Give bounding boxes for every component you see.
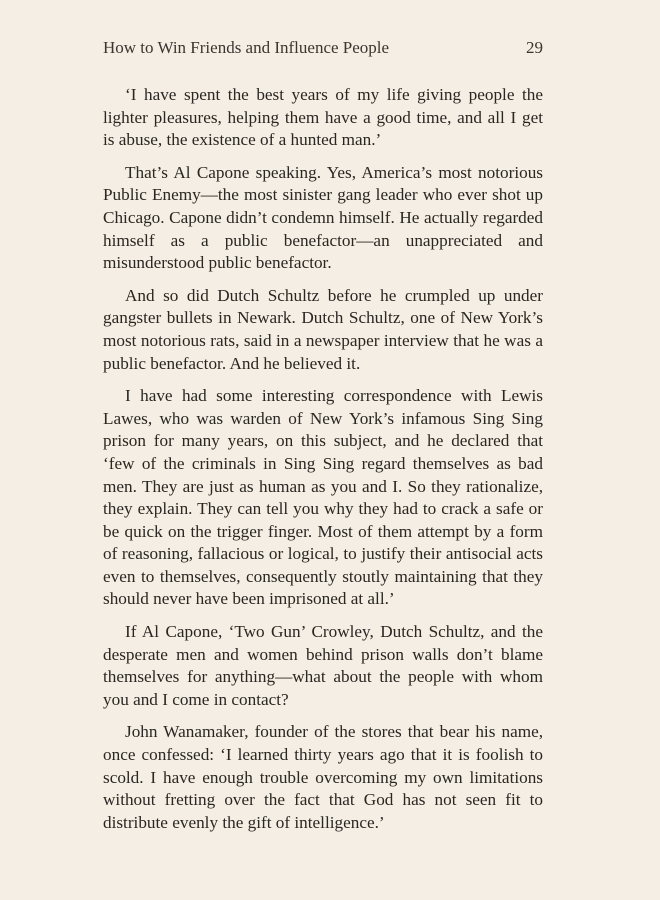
paragraph-dutch-schultz: And so did Dutch Schultz before he crumpled up under gangster bullets in Newark. Dutch Schultz, one of New York’s most notorious rats, said in a newspaper interview that he was a public benefactor. And he believed it.: [103, 285, 543, 373]
page-number: 29: [526, 38, 543, 57]
paragraph-blame: If Al Capone, ‘Two Gun’ Crowley, Dutch Schultz, and the desperate men and women behind prison walls don’t blame themselves for anything—what about the people with whom you and I come in contact?: [103, 622, 543, 709]
running-header: [103, 38, 543, 62]
paragraph-wanamaker: John Wanamaker, founder of the stores that bear his name, once confessed: ‘I learned thirty years ago that it is foolish to scold. I have enough trouble overcoming my own limitations without fretting over the fact that God has not seen fit to distribute evenly the gift of intelligence.’: [103, 722, 543, 832]
body-text: [103, 84, 543, 844]
paragraph-capone-quote: ‘I have spent the best years of my life giving people the lighter pleasures, helping them have a good time, and all I get is abuse, the existence of a hunted man.’: [103, 85, 543, 150]
paragraph-capone-speaking: That’s Al Capone speaking. Yes, America’s most notorious Public Enemy—the most sinister gang leader who ever shot up Chicago. Capone didn’t condemn himself. He actually regarded himself as a public benefactor—an unappreciated and misunderstood public benefactor.: [103, 162, 543, 273]
paragraph-lewis-lawes: I have had some interesting correspondence with Lewis Lawes, who was warden of New York’s infamous Sing Sing prison for many years, on this subject, and he declared that ‘few of the criminals in Sing Sing regard themselves as bad men. They are just as human as you and I. So they rationalize, they explain. They can tell you why they had to crack a safe or be quick on the trigger finger. Most of them attempt by a form of reasoning, fallacious or logical, to justify their antisocial acts even to themselves, consequently stoutly maintaining that they should never have been imprisoned at all.’: [103, 386, 543, 609]
book-title: How to Win Friends and Influence People: [103, 38, 390, 57]
